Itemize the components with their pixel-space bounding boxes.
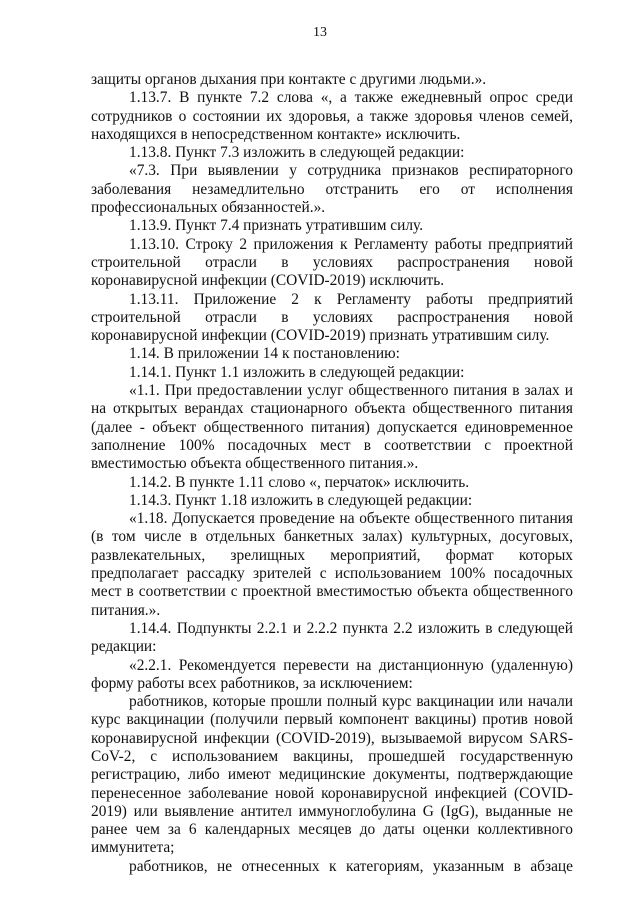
paragraph: «1.1. При предоставлении услуг общественного питания в залах и на открытых верандах стационарного объекта общественного питания (далее - объект общественного питания) допускается единовременное заполнение 100% посадочных мест в соответствии с проектной вместимостью объекта общественного питания.». (91, 382, 573, 473)
paragraph: 1.14. В приложении 14 к постановлению: (129, 345, 400, 363)
paragraph: 1.14.1. Пункт 1.1 изложить в следующей редакции: (129, 363, 465, 381)
paragraph: «7.3. При выявлении у сотрудника признаков респираторного заболевания незамедлительно отстранить его от исполнения профессиональных обязанностей.». (91, 162, 573, 217)
paragraph: 1.14.2. В пункте 1.11 слово «, перчаток» исключить. (129, 473, 470, 491)
paragraph: 1.13.7. В пункте 7.2 слова «, а также ежедневный опрос среди сотрудников о состоянии их здоровья, а также здоровья членов семей, находящихся в непосредственном контакте» исключить. (91, 89, 573, 143)
paragraph: защиты органов дыхания при контакте с другими людьми.». (91, 71, 487, 88)
paragraph: 1.14.4. Подпункты 2.2.1 и 2.2.2 пункта 2.2 изложить в следующей редакции: (91, 619, 573, 656)
document-body (91, 71, 573, 876)
paragraph: 1.13.11. Приложение 2 к Регламенту работы предприятий строительной отрасли в условиях распространения новой коронавирусной инфекции (COVID-2019) признать утратившим силу. (91, 290, 573, 345)
paragraph: «1.18. Допускается проведение на объекте общественного питания (в том числе в отдельных банкетных залах) культурных, досуговых, развлекательных, зрелищных мероприятий, формат которых предполагает рассадку зрителей с использованием 100% посадочных мест в соответствии с проектной вместимостью объекта общественного питания.». (91, 510, 573, 619)
paragraph: 1.14.3. Пункт 1.18 изложить в следующей редакции: (129, 491, 473, 509)
paragraph: «2.2.1. Рекомендуется перевести на дистанционную (удаленную) форму работы всех работников, за исключением: (91, 656, 573, 692)
paragraph: работников, которые прошли полный курс вакцинации или начали курс вакцинации (получили первый компонент вакцины) против новой коронавирусной инфекции (COVID-2019), вызываемой вирусом SARS-CoV-2, с использованием вакцины, прошедшей государственную регистрацию, либо имеют медицинские документы, подтверждающие перенесенное заболевание новой коронавирусной инфекцией (COVID-2019) или выявление антител иммуноглобулина G (IgG), выданные не ранее чем за 6 календарных месяцев до даты оценки коллективного иммунитета; (91, 693, 573, 857)
paragraph: 1.13.9. Пункт 7.4 признать утратившим силу. (129, 217, 424, 235)
paragraph: 1.13.8. Пункт 7.3 изложить в следующей редакции: (129, 144, 465, 162)
paragraph: 1.13.10. Строку 2 приложения к Регламенту работы предприятий строительной отрасли в условиях распространения новой коронавирусной инфекции (COVID-2019) исключить. (91, 235, 573, 290)
paragraph: работников, не отнесенных к категориям, указанным в абзаце (129, 857, 573, 875)
page-number: 13 (313, 25, 327, 40)
